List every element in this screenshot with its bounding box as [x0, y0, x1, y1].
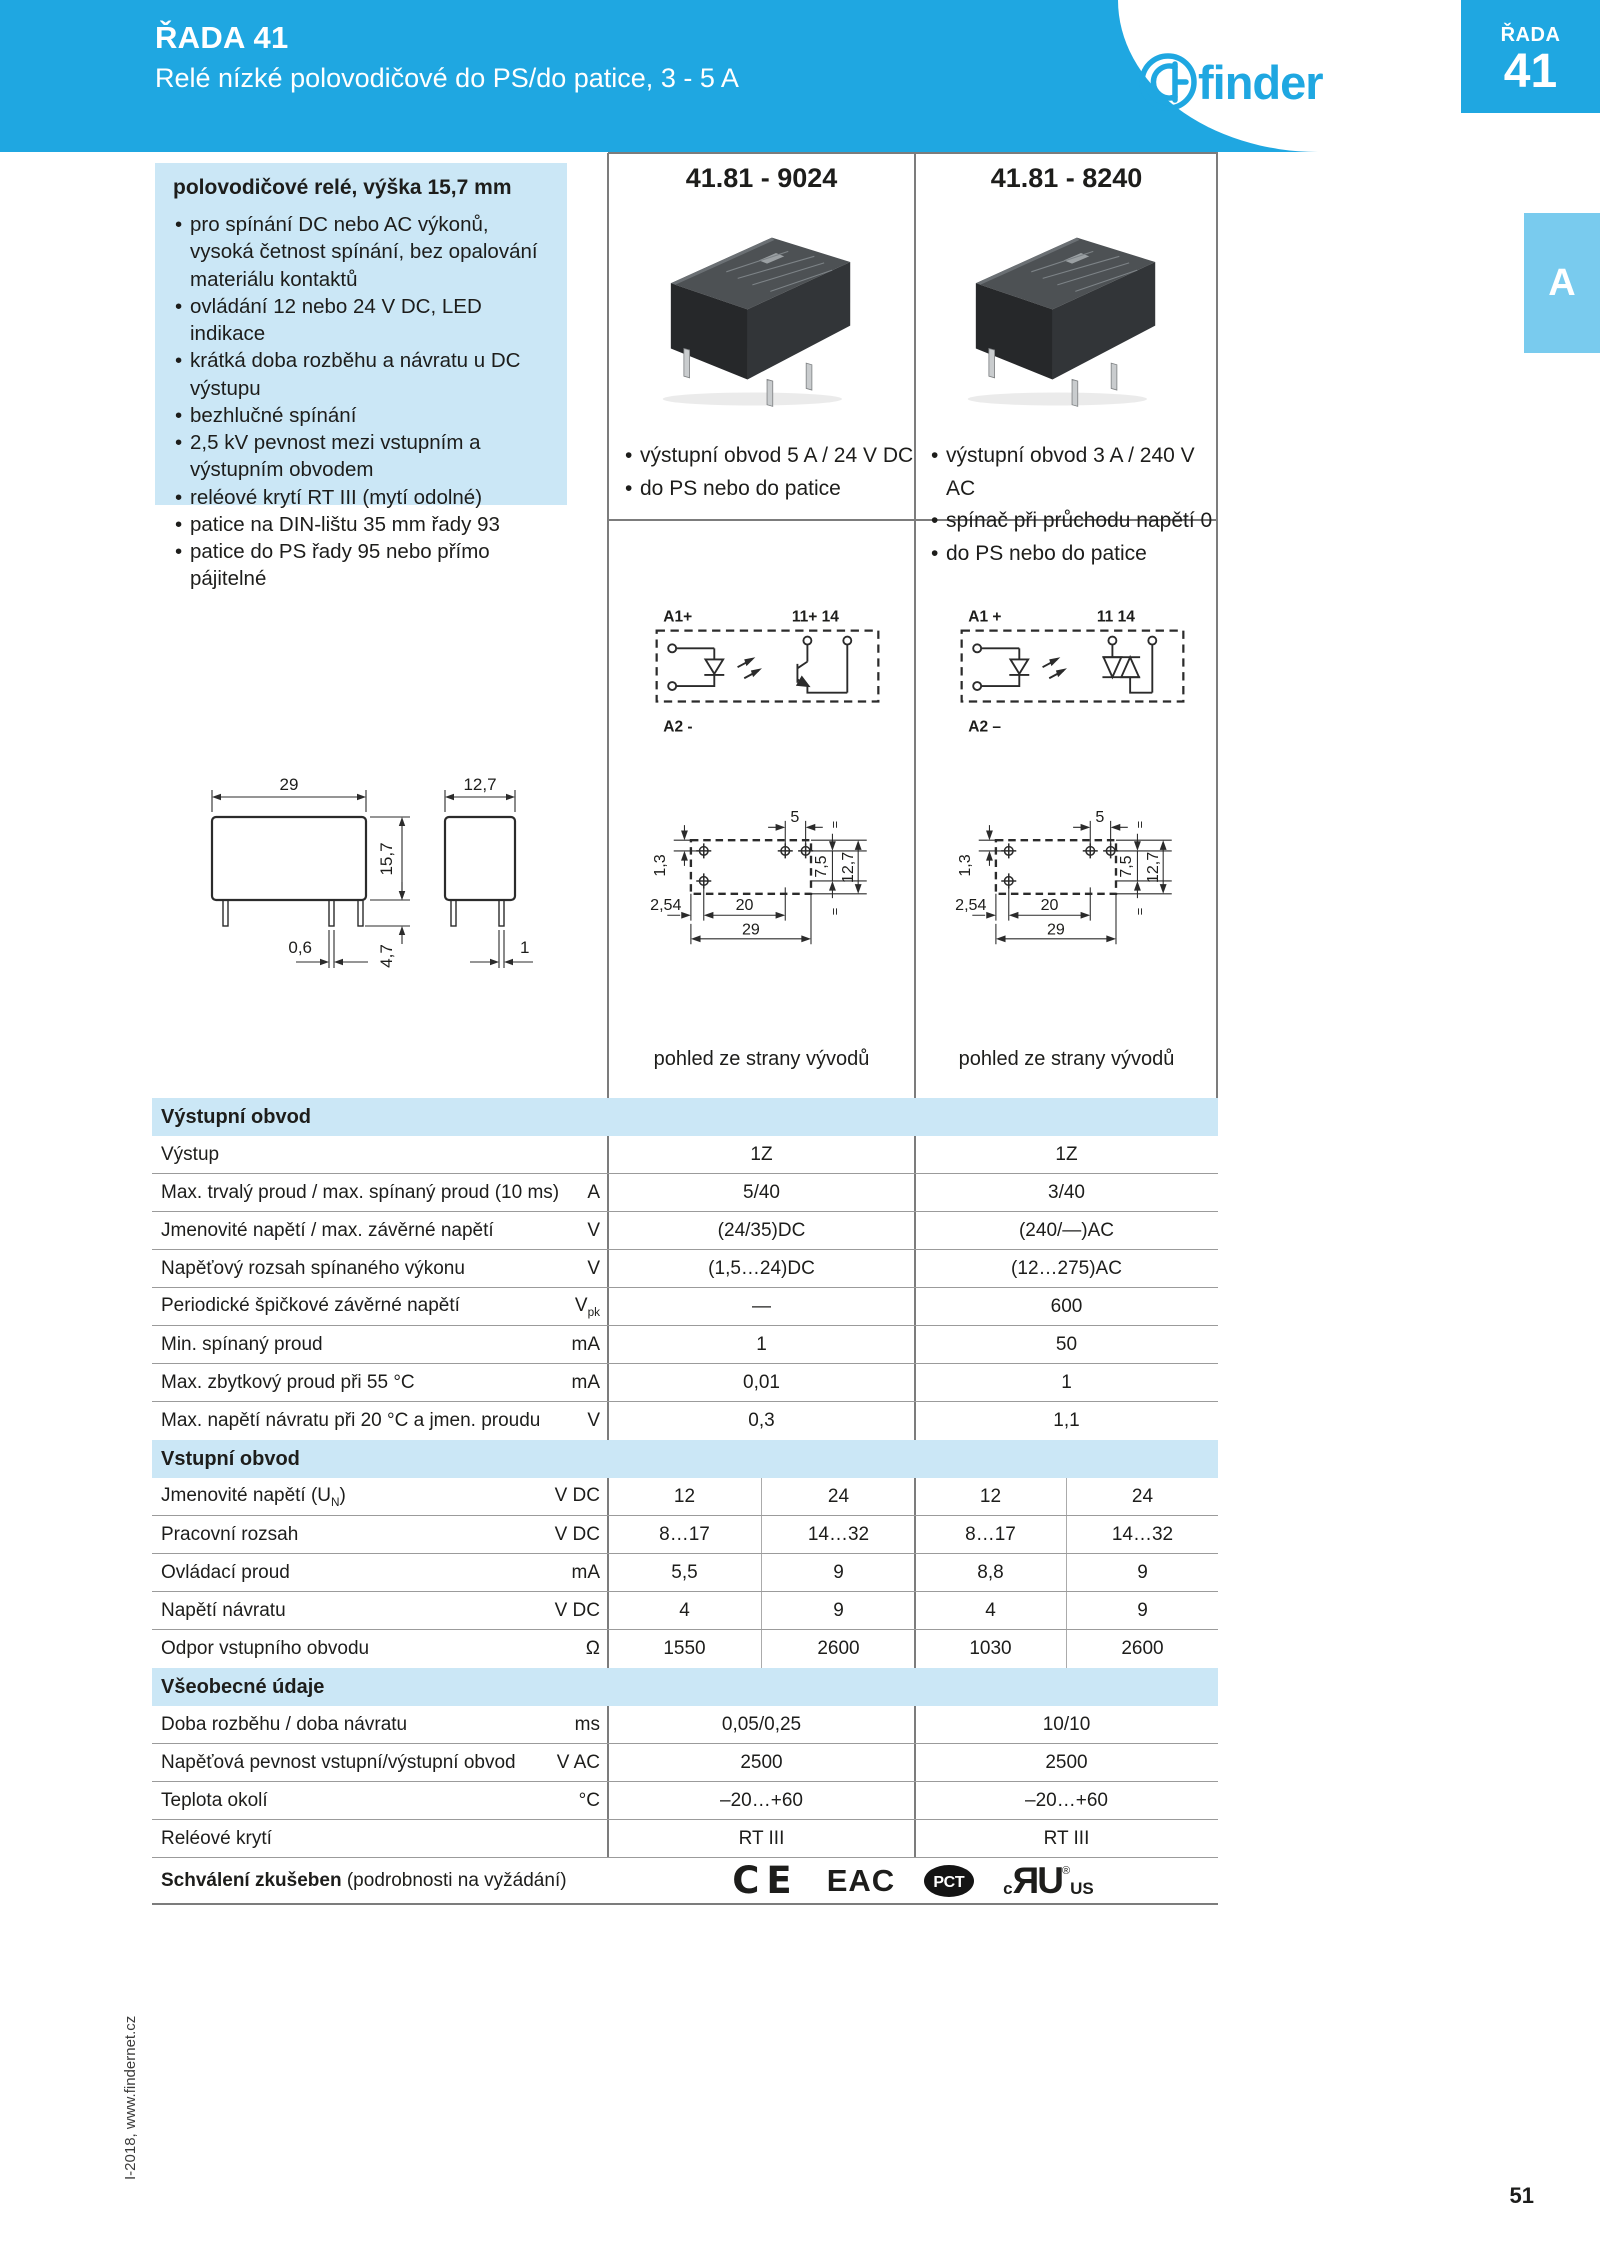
- value-cell: (240/—)AC: [1018, 1219, 1115, 1241]
- svg-text:1: 1: [520, 938, 530, 957]
- svg-text:5: 5: [790, 807, 800, 826]
- corner-series-number: 41: [1503, 45, 1558, 98]
- relay-image: [953, 218, 1165, 410]
- row-values: [608, 1364, 1218, 1401]
- value-cell: 1Z: [750, 1143, 773, 1165]
- dimensions: [178, 762, 602, 994]
- svg-text:20: 20: [735, 895, 754, 914]
- ce-mark: CE: [732, 1859, 799, 1902]
- edition-note: I-2018, www.findernet.cz: [122, 2015, 139, 2180]
- page-subtitle: Relé nízké polovodičové do PS/do patice, 3 - 5 A: [155, 63, 739, 93]
- value-cell: 1: [1061, 1371, 1072, 1393]
- row-values: [608, 1326, 1218, 1363]
- table-row: [152, 1136, 1218, 1174]
- value-cell: 9: [761, 1592, 915, 1629]
- page-title: ŘADA 41: [155, 20, 289, 55]
- svg-text:12,7: 12,7: [838, 851, 857, 884]
- value-cell: 24: [761, 1478, 915, 1515]
- row-values: [608, 1630, 1218, 1668]
- row-unit: V DC: [554, 1523, 600, 1545]
- schematic: [955, 604, 1190, 735]
- value-cell: –20…+60: [720, 1789, 803, 1811]
- svg-text:A1+: A1+: [663, 608, 693, 626]
- product-code-2: 41.81 - 8240: [990, 163, 1143, 193]
- footprint: [648, 778, 900, 962]
- schematic: [650, 604, 885, 735]
- svg-text:29: 29: [279, 775, 299, 794]
- row-label: Periodické špičkové závěrné napětí $V_{pk}$: [161, 1294, 600, 1319]
- value-cell: RT III: [738, 1827, 785, 1849]
- value-cell: (1,5…24)DC: [708, 1257, 815, 1279]
- row-unit: V: [587, 1410, 600, 1431]
- svg-text:29: 29: [742, 920, 760, 939]
- value-cell: 1550: [663, 1638, 706, 1659]
- row-values: [608, 1554, 1218, 1591]
- value-cell: (24/35)DC: [717, 1219, 806, 1241]
- table-row: [152, 1592, 1218, 1630]
- row-values: [608, 1592, 1218, 1629]
- product-bullet: • spínač při průchodu napětí 0: [928, 505, 1220, 538]
- series-corner-badge: [1461, 0, 1600, 113]
- row-label: Jmenovité napětí / max. závěrné napětí V: [161, 1219, 600, 1241]
- cul-us-mark: c ЯU ® US: [1003, 1860, 1094, 1901]
- row-label: Napěťový rozsah spínaného výkonu V: [161, 1257, 600, 1279]
- svg-text:12,7: 12,7: [1143, 851, 1162, 884]
- row-label: Jmenovité napětí $(U_N)$ V DC: [161, 1484, 600, 1509]
- product-bullets-2: [928, 440, 1220, 570]
- row-unit: V AC: [556, 1751, 600, 1773]
- svg-text:4,7: 4,7: [377, 944, 396, 968]
- svg-text:5: 5: [1095, 807, 1105, 826]
- table-row: [152, 1364, 1218, 1402]
- features-panel: [155, 163, 567, 591]
- section-tab-a: A: [1524, 213, 1600, 353]
- value-cell: 2600: [761, 1630, 915, 1668]
- value-cell: 1030: [969, 1638, 1012, 1659]
- feature-item: • 2,5 kV pevnost mezi vstupním a výstupním obvodem: [173, 429, 553, 484]
- value-cell: 4: [985, 1599, 996, 1621]
- value-cell: 9: [761, 1554, 915, 1591]
- value-cell: 14…32: [1066, 1516, 1218, 1553]
- finder-logo: [1128, 42, 1378, 122]
- value-cell: –20…+60: [1025, 1789, 1108, 1811]
- view-label-1: pohled ze strany vývodů: [653, 1048, 870, 1070]
- value-cell: 12: [673, 1485, 696, 1507]
- column-border-right: [1216, 153, 1218, 1098]
- table-row: [152, 1858, 1218, 1905]
- table-row: [152, 1744, 1218, 1782]
- value-cell: 50: [1055, 1333, 1078, 1355]
- row-unit: Ω: [585, 1638, 600, 1659]
- value-cell: 3/40: [1048, 1181, 1085, 1203]
- product-code-1: 41.81 - 9024: [685, 163, 838, 193]
- row-values: [608, 1250, 1218, 1287]
- row-label: Pracovní rozsah V DC: [161, 1523, 600, 1545]
- row-values: [608, 1859, 1218, 1902]
- svg-text:A1 +: A1 +: [968, 608, 1002, 626]
- row-unit: mA: [571, 1333, 600, 1355]
- value-cell: —: [752, 1295, 771, 1317]
- value-cell: 1,1: [1053, 1410, 1080, 1431]
- page-number: 51: [1509, 2183, 1534, 2208]
- table-row: [152, 1402, 1218, 1440]
- table-section-header: Výstupní obvod: [152, 1098, 1218, 1136]
- feature-item: • pro spínání DC nebo AC výkonů, vysoká četnost spínání, bez opalování materiálu kontaktů: [173, 211, 553, 293]
- row-values: [608, 1706, 1218, 1743]
- row-unit: V DC: [554, 1485, 600, 1507]
- svg-text:0,6: 0,6: [288, 938, 312, 957]
- row-label: Max. napětí návratu při 20 °C a jmen. proudu V: [161, 1410, 600, 1431]
- row-label: Reléové krytí: [161, 1827, 272, 1849]
- svg-text:1,3: 1,3: [956, 854, 975, 877]
- svg-text:РСТ: РСТ: [933, 1873, 965, 1891]
- row-label: Max. zbytkový proud při 55 °C mA: [161, 1371, 600, 1393]
- row-values: [608, 1820, 1218, 1857]
- row-unit: mA: [571, 1371, 600, 1393]
- finder-logo-icon: [1128, 42, 1378, 122]
- row-label: Teplota okolí °C: [161, 1789, 600, 1811]
- table-row: [152, 1288, 1218, 1326]
- feature-item: • patice do PS řady 95 nebo přímo pájitelné: [173, 538, 553, 593]
- table-row: [152, 1326, 1218, 1364]
- svg-text:11+ 14: 11+ 14: [791, 608, 839, 626]
- row-label: Odpor vstupního obvodu Ω: [161, 1638, 600, 1659]
- value-cell: 4: [679, 1599, 690, 1621]
- table-row: [152, 1250, 1218, 1288]
- value-cell: 2500: [740, 1751, 783, 1773]
- value-cell: 9: [1066, 1592, 1218, 1629]
- product-bullets-1: [622, 440, 914, 505]
- svg-text:1,3: 1,3: [651, 854, 670, 877]
- row-values: [608, 1136, 1218, 1173]
- table-row: [152, 1706, 1218, 1744]
- svg-text:=: =: [826, 907, 842, 916]
- value-cell: 0,3: [748, 1410, 775, 1431]
- row-label: Doba rozběhu / doba návratu ms: [161, 1713, 600, 1735]
- pct-mark: [923, 1864, 975, 1898]
- table-row: [152, 1554, 1218, 1592]
- row-label: Ovládací proud mA: [161, 1561, 600, 1583]
- outline-dimension-drawing: [178, 762, 602, 999]
- footprint: [953, 778, 1205, 962]
- row-unit: $V_{pk}$: [574, 1294, 600, 1319]
- row-values: [608, 1402, 1218, 1440]
- svg-text:7,5: 7,5: [812, 855, 831, 878]
- svg-text:7,5: 7,5: [1117, 855, 1136, 878]
- svg-text:finder: finder: [1198, 56, 1323, 109]
- value-cell: 0,05/0,25: [721, 1713, 802, 1735]
- svg-text:2,54: 2,54: [955, 895, 987, 914]
- value-cell: 12: [979, 1485, 1002, 1507]
- spec-table: [152, 1098, 1218, 1905]
- relay-photo-1: [648, 218, 860, 415]
- row-values: [608, 1174, 1218, 1211]
- svg-text:A2 –: A2 –: [968, 718, 1002, 735]
- value-cell: 10/10: [1042, 1713, 1091, 1735]
- svg-text:A2 -: A2 -: [663, 718, 693, 735]
- feature-item: • ovládání 12 nebo 24 V DC, LED indikace: [173, 293, 553, 348]
- feature-item: • reléové krytí RT III (mytí odolné): [173, 484, 553, 511]
- svg-text:11 14: 11 14: [1096, 608, 1135, 626]
- product-bullet: • do PS nebo do patice: [928, 538, 1220, 571]
- features-title: polovodičové relé, výška 15,7 mm: [173, 176, 512, 199]
- row-values: [608, 1288, 1218, 1325]
- row-label: Max. trvalý proud / max. spínaný proud (10 ms) A: [161, 1181, 600, 1203]
- relay-image: [648, 218, 860, 410]
- row-values: [608, 1782, 1218, 1819]
- value-cell: (12…275)AC: [1011, 1257, 1122, 1279]
- feature-item: • krátká doba rozběhu a návratu u DC výstupu: [173, 347, 553, 402]
- row-unit: A: [587, 1181, 600, 1203]
- value-cell: 5,5: [671, 1561, 698, 1583]
- value-cell: 5/40: [743, 1181, 780, 1203]
- relay-photo-2: [953, 218, 1165, 415]
- value-cell: 14…32: [761, 1516, 915, 1553]
- value-cell: RT III: [1043, 1827, 1090, 1849]
- row-values: [608, 1212, 1218, 1249]
- value-cell: 2500: [1045, 1751, 1088, 1773]
- row-unit: ms: [574, 1713, 600, 1735]
- row-values: [608, 1744, 1218, 1781]
- value-cell: 1: [756, 1333, 767, 1355]
- features-list: [173, 211, 553, 593]
- table-row: [152, 1630, 1218, 1668]
- pcb-footprint-drawing-1: [648, 778, 900, 967]
- svg-text:2,54: 2,54: [650, 895, 682, 914]
- row-unit: V DC: [554, 1599, 600, 1621]
- value-cell: 24: [1066, 1478, 1218, 1515]
- feature-item: • bezhlučné spínání: [173, 402, 553, 429]
- product-bullet: • výstupní obvod 3 A / 240 V AC: [928, 440, 1220, 505]
- view-label-2: pohled ze strany vývodů: [958, 1048, 1175, 1070]
- row-values: [608, 1516, 1218, 1553]
- svg-text:=: =: [1131, 907, 1147, 916]
- value-cell: 9: [1066, 1554, 1218, 1591]
- row-unit: V: [587, 1257, 600, 1279]
- row-label: Napětí návratu V DC: [161, 1599, 600, 1621]
- table-row: [152, 1212, 1218, 1250]
- eac-mark: EAC: [826, 1862, 896, 1898]
- svg-text:20: 20: [1040, 895, 1059, 914]
- row-label: Min. spínaný proud mA: [161, 1333, 600, 1355]
- row-label: Schválení zkušeben (podrobnosti na vyžádání): [161, 1869, 567, 1891]
- value-cell: 600: [1050, 1295, 1083, 1317]
- value-cell: 8…17: [659, 1523, 710, 1545]
- value-cell: 8…17: [965, 1523, 1016, 1545]
- table-row: [152, 1174, 1218, 1212]
- row-label: Napěťová pevnost vstupní/výstupní obvod V AC: [161, 1751, 600, 1773]
- row-unit: mA: [571, 1561, 600, 1583]
- table-row: [152, 1782, 1218, 1820]
- table-row: [152, 1516, 1218, 1554]
- table-row: [152, 1478, 1218, 1516]
- table-section-header: Všeobecné údaje: [152, 1668, 1218, 1706]
- svg-text:=: =: [826, 820, 842, 829]
- value-cell: 2600: [1066, 1630, 1218, 1668]
- svg-text:15,7: 15,7: [377, 842, 396, 876]
- row-values: [608, 1478, 1218, 1515]
- value-cell: 1Z: [1055, 1143, 1078, 1165]
- table-row: [152, 1820, 1218, 1858]
- wiring-diagram-2: [955, 604, 1190, 740]
- pcb-footprint-drawing-2: [953, 778, 1205, 967]
- svg-text:29: 29: [1047, 920, 1065, 939]
- wiring-diagram-1: [650, 604, 885, 740]
- feature-item: • patice na DIN-lištu 35 mm řady 93: [173, 511, 553, 538]
- row-label: Výstup: [161, 1143, 220, 1165]
- table-section-header: Vstupní obvod: [152, 1440, 1218, 1478]
- svg-text:=: =: [1131, 820, 1147, 829]
- svg-text:12,7: 12,7: [463, 775, 497, 794]
- product-bullet: • výstupní obvod 5 A / 24 V DC: [622, 440, 914, 473]
- row-unit: V: [587, 1219, 600, 1241]
- corner-series-word: ŘADA: [1500, 24, 1561, 46]
- product-bullet: • do PS nebo do patice: [622, 473, 914, 506]
- value-cell: 0,01: [743, 1371, 780, 1393]
- table-top-border: [608, 152, 1218, 154]
- row-unit: °C: [578, 1789, 600, 1811]
- value-cell: 8,8: [977, 1561, 1004, 1583]
